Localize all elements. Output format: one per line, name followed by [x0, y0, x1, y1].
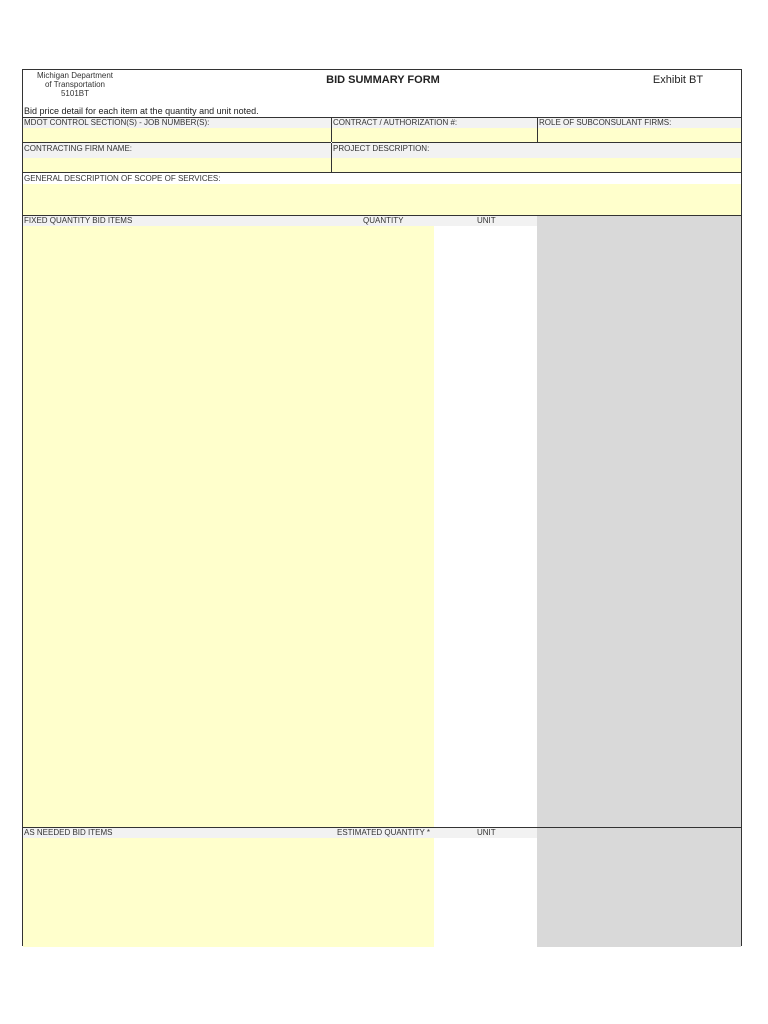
agency-line-2: of Transportation — [44, 80, 106, 89]
as-needed-column-quantity: ESTIMATED QUANTITY * — [337, 828, 431, 837]
firm-name-input[interactable] — [23, 158, 331, 173]
agency-name — [23, 71, 127, 98]
scope-description-field — [23, 173, 741, 215]
instruction-text: Bid price detail for each item at the quantity and unit noted. — [24, 106, 259, 116]
scope-description-label: GENERAL DESCRIPTION OF SCOPE OF SERVICES: — [24, 174, 221, 183]
fixed-items-column-item: FIXED QUANTITY BID ITEMS — [24, 216, 133, 225]
control-section-field — [23, 118, 331, 142]
subconsultant-role-input[interactable] — [538, 128, 741, 142]
firm-name-label: CONTRACTING FIRM NAME: — [23, 143, 331, 158]
project-description-label: PROJECT DESCRIPTION: — [332, 143, 741, 158]
fixed-items-column-unit: UNIT — [477, 216, 496, 225]
fixed-items-unit-area[interactable] — [434, 226, 537, 827]
as-needed-items-locked-area — [537, 828, 741, 947]
as-needed-items-entry-area[interactable] — [23, 838, 434, 947]
as-needed-items-unit-area[interactable] — [434, 838, 537, 947]
bid-summary-form — [22, 69, 742, 946]
subconsultant-role-field — [538, 118, 741, 142]
form-title: BID SUMMARY FORM — [326, 74, 440, 86]
scope-description-input[interactable] — [23, 184, 741, 215]
agency-line-1: Michigan Department — [36, 71, 114, 80]
as-needed-items-header — [23, 828, 537, 838]
fixed-items-locked-area — [537, 216, 741, 827]
control-section-label: MDOT CONTROL SECTION(S) - JOB NUMBER(S): — [23, 118, 331, 128]
firm-name-field — [23, 143, 331, 172]
form-number: 5101BT — [60, 89, 90, 98]
contract-number-label: CONTRACT / AUTHORIZATION #: — [332, 118, 537, 128]
control-section-input[interactable] — [23, 128, 331, 142]
subconsultant-role-label: ROLE OF SUBCONSULANT FIRMS: — [538, 118, 741, 128]
exhibit-label: Exhibit BT — [652, 74, 704, 86]
fixed-items-header — [23, 216, 537, 226]
contract-number-input[interactable] — [332, 128, 537, 142]
contract-number-field — [332, 118, 537, 142]
as-needed-column-unit: UNIT — [477, 828, 496, 837]
fixed-items-column-quantity: QUANTITY — [363, 216, 404, 225]
as-needed-column-item: AS NEEDED BID ITEMS — [24, 828, 113, 837]
project-description-input[interactable] — [332, 158, 741, 173]
fixed-items-entry-area[interactable] — [23, 226, 434, 827]
project-description-field — [332, 143, 741, 172]
